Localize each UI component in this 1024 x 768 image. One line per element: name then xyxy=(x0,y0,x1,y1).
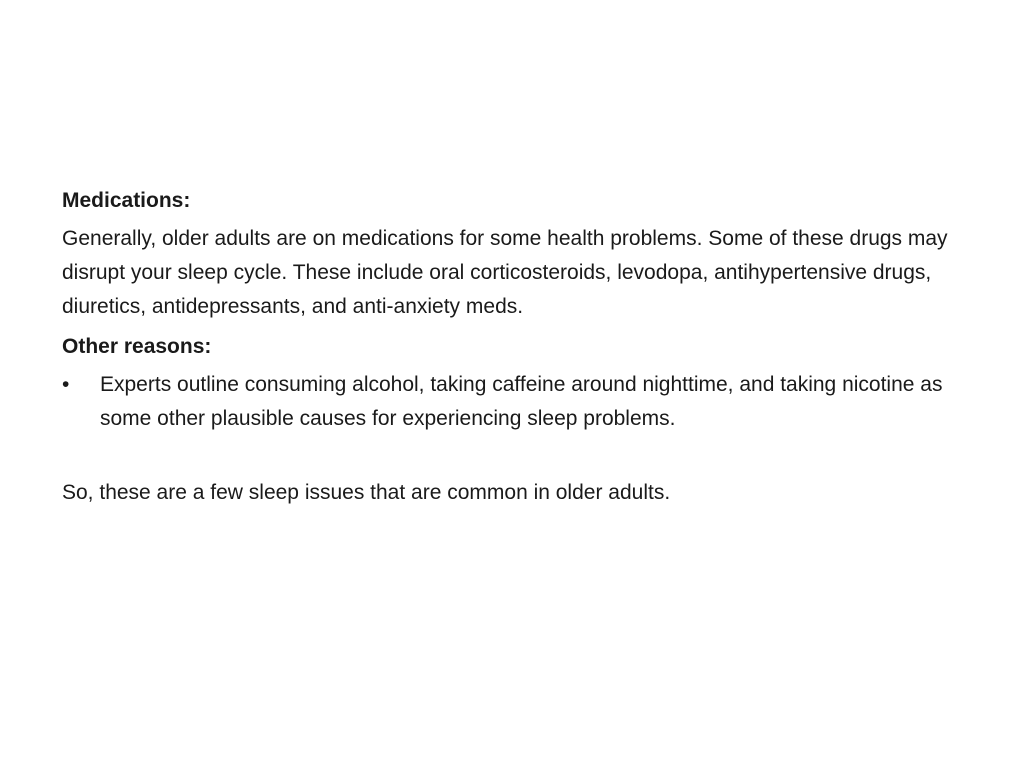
bullet-item xyxy=(62,368,962,436)
bullet-text: Experts outline consuming alcohol, taking caffeine around nighttime, and taking nicotine as some other plausible causes for experiencing sleep problems. xyxy=(100,373,943,430)
medications-heading: Medications: xyxy=(62,189,191,212)
bullet-icon: • xyxy=(62,373,70,396)
other-reasons-heading: Other reasons: xyxy=(62,335,212,358)
closing-paragraph: So, these are a few sleep issues that are common in older adults. xyxy=(62,481,671,504)
slide-content xyxy=(62,184,962,510)
medications-paragraph: Generally, older adults are on medications for some health problems. Some of these drugs may disrupt your sleep cycle. These include oral corticosteroids, levodopa, antihypertensive drugs, diuretics, antidepressants, and anti-anxiety meds. xyxy=(62,227,948,318)
